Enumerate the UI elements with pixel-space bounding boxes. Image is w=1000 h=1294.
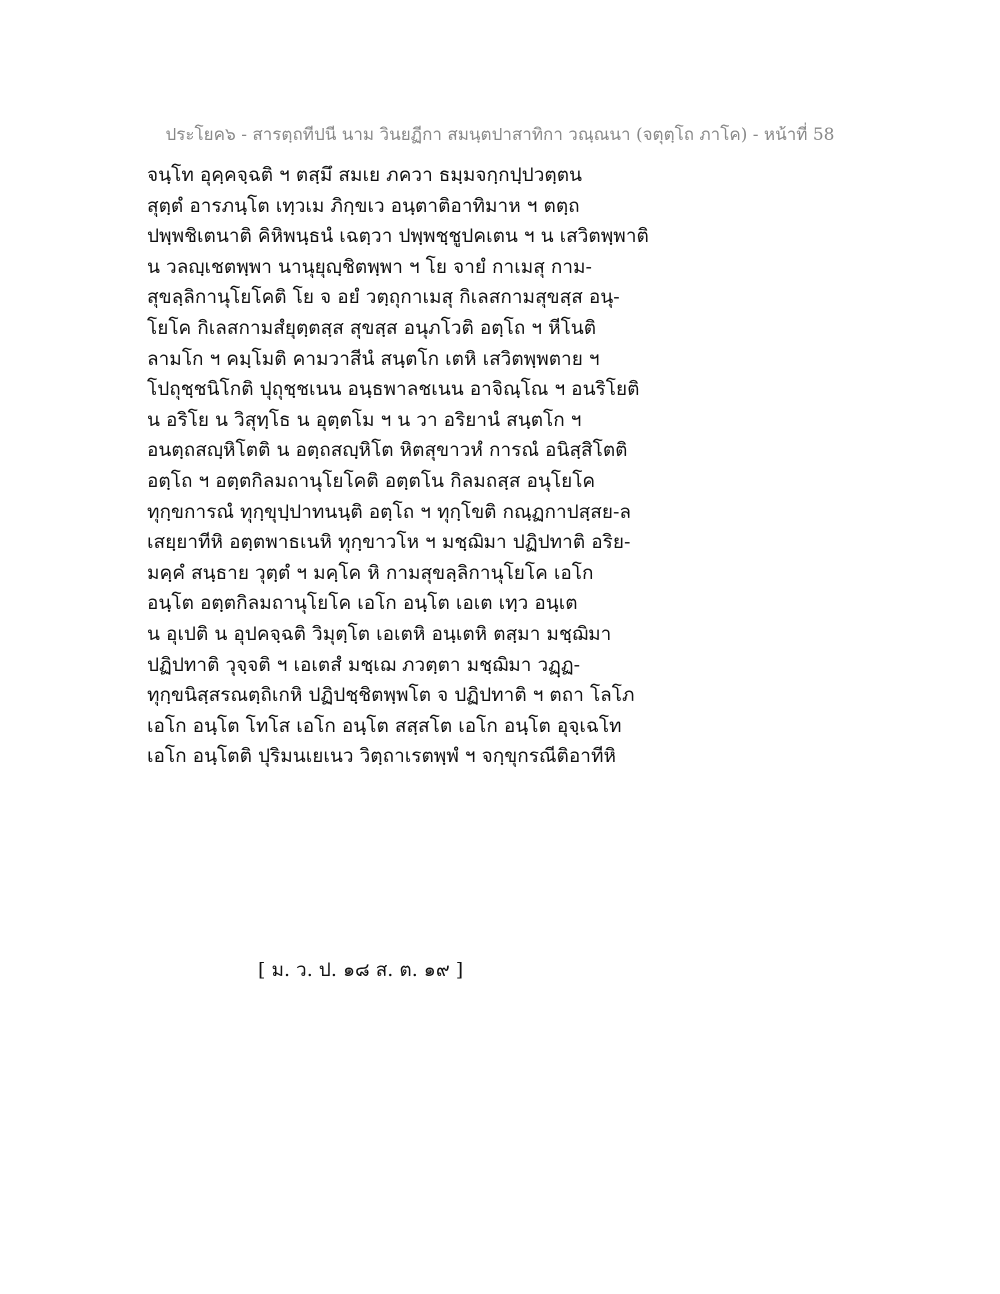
text-line: ปพฺพชิเตนาติ คิหิพนฺธนํ เฉตฺวา ปพฺพชฺชูปคเตน ฯ น เสวิตพฺพาติ [147, 225, 649, 248]
text-line: สุขลฺลิกานุโยโคติ โย จ อยํ วตฺถุกาเมสุ กิเลสกามสุขสฺส อนุ- [147, 286, 620, 309]
text-line: ลามโก ฯ คมฺโมติ คามวาสีนํ สนฺตโก เตหิ เสวิตพฺพตาย ฯ [147, 347, 600, 370]
text-line: อตฺโถ ฯ อตฺตกิลมถานุโยโคติ อตฺตโน กิลมถสฺส อนุโยโค [147, 469, 596, 492]
source-reference: [ ม. ว. ป. ๑๘ ส. ต. ๑๙ ] [258, 959, 464, 981]
body-text [147, 160, 847, 772]
text-line: น วลญฺเชตพฺพา นานุยุญฺชิตพฺพา ฯ โย จายํ กาเมสุ กาม- [147, 255, 592, 278]
text-line: น อุเปติ น อุปคจฺฉติ วิมุตฺโต เอเตหิ อนฺเตหิ ตสฺมา มชฺฌิมา [147, 622, 612, 645]
text-line: ทุกฺขการณํ ทุกฺขุปฺปาทนนฺติ อตฺโถ ฯ ทุกฺโขติ กณฺฏกาปสฺสย-ล [147, 500, 632, 523]
text-line: อนฺโต อตฺตกิลมถานุโยโค เอโก อนฺโต เอเต เทฺว อนฺเต [147, 592, 578, 615]
text-line: เอโก อนฺโตติ ปุริมนเยเนว วิตฺถาเรตพฺพํ ฯ จกฺขุกรณีติอาทีหิ [147, 745, 617, 768]
text-line: ปฏิปทาติ วุจฺจติ ฯ เอเตสํ มชฺเฌ ภวตฺตา มชฺฌิมา วฏฺฏ- [147, 653, 581, 676]
text-line: เสยฺยาทีหิ อตฺตพาธเนหิ ทุกฺขาวโห ฯ มชฺฌิมา ปฏิปทาติ อริย- [147, 531, 631, 554]
text-line: สุตฺตํ อารภนฺโต เทฺวเม ภิกฺขเว อนฺตาติอาทิมาห ฯ ตตฺถ [147, 194, 580, 217]
text-line: ทุกฺขนิสฺสรณตฺถิเกหิ ปฏิปชฺชิตพฺพโต จ ปฏิปทาติ ฯ ตถา โลโภ [147, 684, 635, 707]
text-line: มคฺคํ สนฺธาย วุตฺตํ ฯ มคฺโค หิ กามสุขลฺลิกานุโยโค เอโก [147, 561, 594, 584]
text-line: โยโค กิเลสกามสํยุตฺตสฺส สุขสฺส อนุภโวติ อตฺโถ ฯ หีโนติ [147, 316, 597, 339]
text-line: น อริโย น วิสุทฺโธ น อุตฺตโม ฯ น วา อริยานํ สนฺตโก ฯ [147, 408, 582, 431]
text-line: อนตฺถสญฺหิโตติ น อตฺถสญฺหิโต หิตสุขาวหํ การณํ อนิสฺสิโตติ [147, 439, 628, 462]
page-header: ประโยค๖ - สารตฺถทีปนี นาม วินยฏีกา สมนฺตปาสาทิกา วณฺณนา (จตุตฺโถ ภาโค) - หน้าที่ 58 [165, 125, 835, 145]
text-line: จนฺโท อุคฺคจฺฉติ ฯ ตสฺมึ สมเย ภควา ธมฺมจกฺกปฺปวตฺตน [147, 164, 583, 186]
text-line: โปถุชฺชนิโกติ ปุถุชฺชเนน อนฺธพาลชเนน อาจิณฺโณ ฯ อนริโยติ [147, 378, 640, 401]
text-line: เอโก อนฺโต โทโส เอโก อนฺโต สสฺสโต เอโก อนฺโต อุจฺเฉโท [147, 714, 622, 737]
